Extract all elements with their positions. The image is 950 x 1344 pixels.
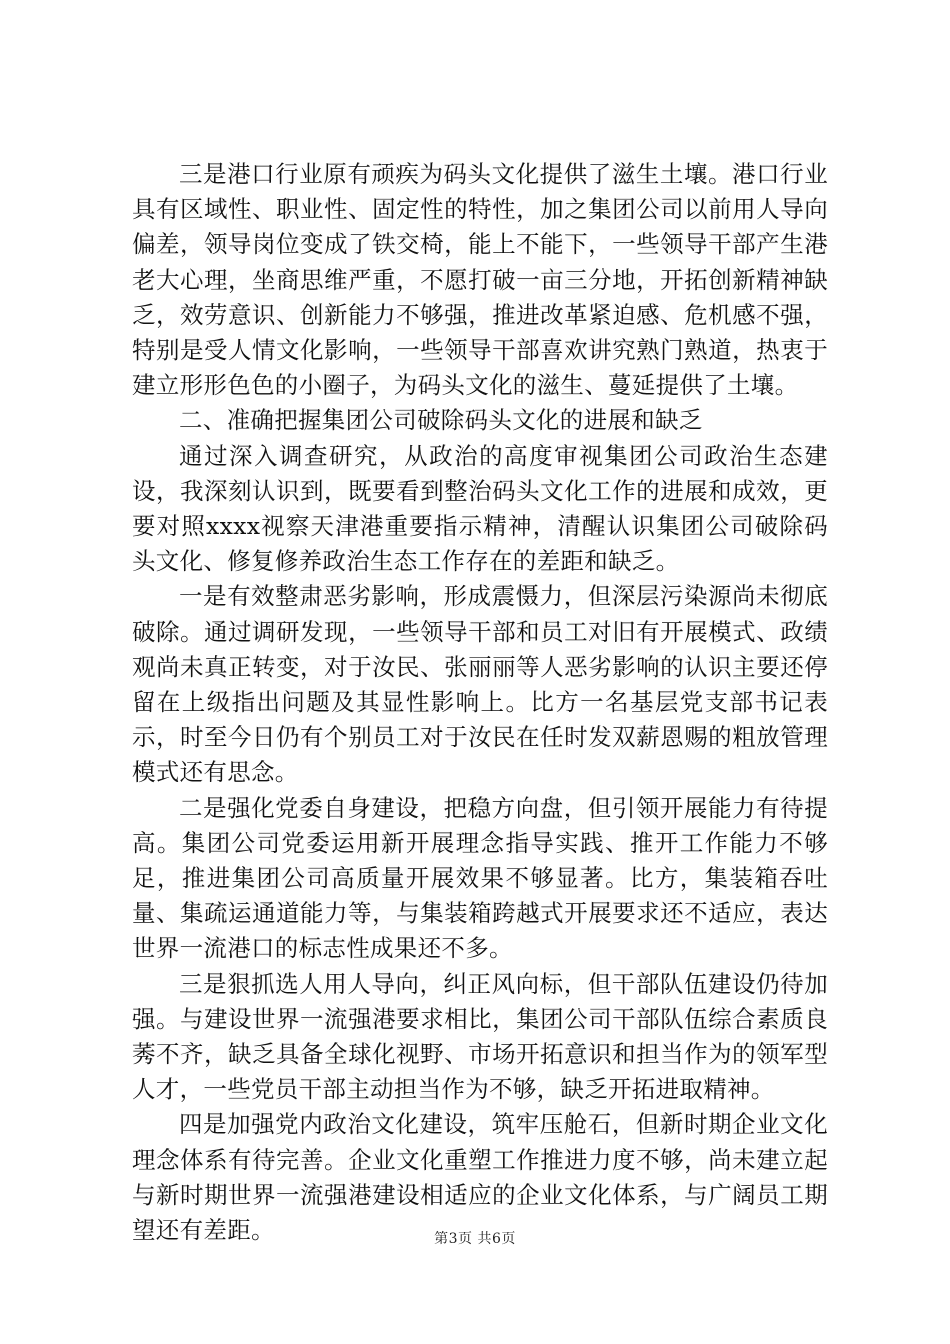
paragraph-point-three: 三是狠抓选人用人导向，纠正风向标，但干部队伍建设仍待加强。与建设世界一流强港要求相比，集团公司干部队伍综合素质良莠不齐，缺乏具备全球化视野、市场开拓意识和担当作为的领军型人才，一些党员干部主动担当作为不够，缺乏开拓进取精神。 bbox=[132, 969, 828, 1104]
page-number-footer: 第3页 共6页 bbox=[434, 1231, 516, 1247]
section-heading-2: 二、准确把握集团公司破除码头文化的进展和缺乏 bbox=[179, 406, 703, 435]
document-body bbox=[132, 157, 828, 1248]
paragraph-point-one: 一是有效整肃恶劣影响，形成震慑力，但深层污染源尚未彻底破除。通过调研发现，一些领导干部和员工对旧有开展模式、政绩观尚未真正转变，对于汝民、张丽丽等人恶劣影响的认识主要还停留在上级指出问题及其显性影响上。比方一名基层党支部书记表示，时至今日仍有个别员工对于汝民在任时发双薪恩赐的粗放管理模式还有思念。 bbox=[132, 582, 828, 787]
paragraph-port-industry-problems: 三是港口行业原有顽疾为码头文化提供了滋生土壤。港口行业具有区域性、职业性、固定性的特性，加之集团公司以前用人导向偏差，领导岗位变成了铁交椅，能上不能下，一些领导干部产生港老大心理，坐商思维严重，不愿打破一亩三分地，开拓创新精神缺乏，效劳意识、创新能力不够强，推进改革紧迫感、危机感不强，特别是受人情文化影响，一些领导干部喜欢讲究熟门熟道，热衷于建立形形色色的小圈子，为码头文化的滋生、蔓延提供了土壤。 bbox=[132, 160, 828, 400]
paragraph-point-two: 二是强化党委自身建设，把稳方向盘，但引领开展能力有待提高。集团公司党委运用新开展理念指导实践、推开工作能力不够足，推进集团公司高质量开展效果不够显著。比方，集装箱吞吐量、集疏运通道能力等，与集装箱跨越式开展要求还不适应，表达世界一流港口的标志性成果还不多。 bbox=[132, 793, 828, 963]
paragraph-investigation: 通过深入调查研究，从政治的高度审视集团公司政治生态建设，我深刻认识到，既要看到整治码头文化工作的进展和成效，更要对照xxxx视察天津港重要指示精神，清醒认识集团公司破除码头文化、修复修养政治生态工作存在的差距和缺乏。 bbox=[132, 441, 828, 576]
paragraph-point-four: 四是加强党内政治文化建设，筑牢压舱石，但新时期企业文化理念体系有待完善。企业文化重塑工作推进力度不够，尚未建立起与新时期世界一流强港建设相适应的企业文化体系，与广阔员工期望还有差距。 bbox=[132, 1110, 828, 1245]
